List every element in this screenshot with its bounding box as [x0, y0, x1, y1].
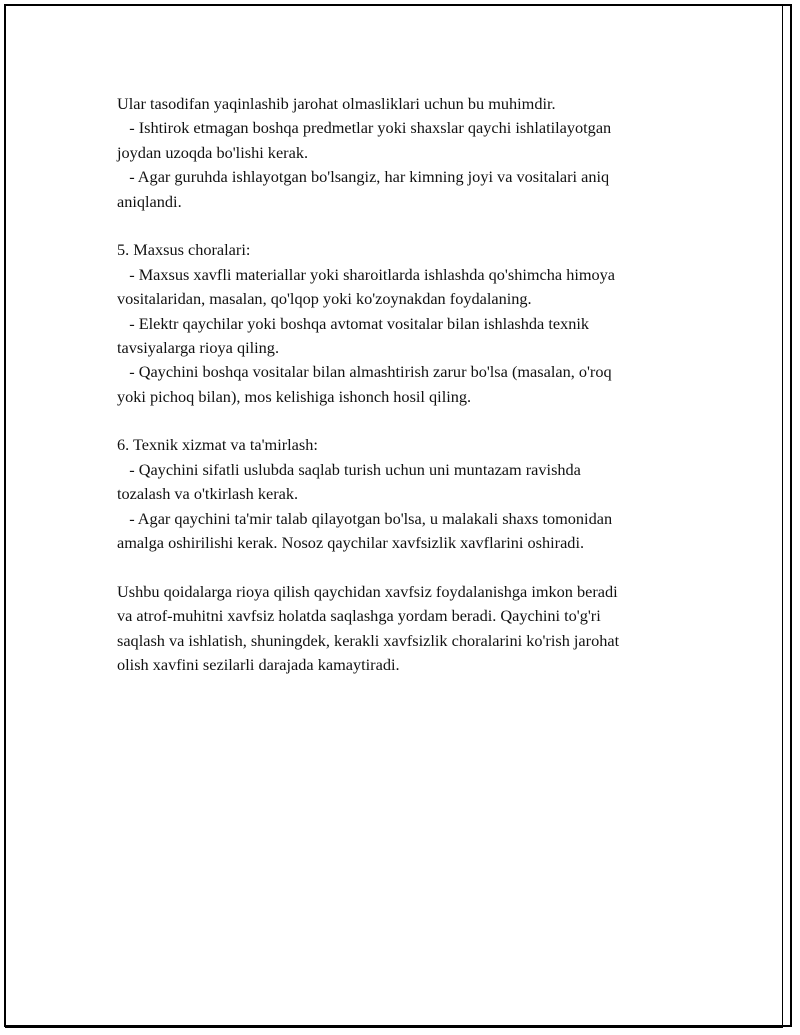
- text-line: - Elektr qaychilar yoki boshqa avtomat vositalar bilan ishlashda texnik: [117, 313, 590, 333]
- paragraph-gap: [117, 214, 697, 238]
- text-line: vositalaridan, masalan, qo'lqop yoki ko'zoynakdan foydalaning.: [117, 289, 532, 309]
- text-line: joydan uzoqda bo'lishi kerak.: [117, 142, 309, 162]
- section-heading: 6. Texnik xizmat va ta'mirlash:: [117, 435, 318, 455]
- text-line: - Agar qaychini ta'mir talab qilayotgan bo'lsa, u malakali shaxs tomonidan: [117, 508, 613, 528]
- text-line: - Qaychini sifatli uslubda saqlab turish uchun uni muntazam ravishda: [117, 459, 581, 479]
- text-line: tozalash va o'tkirlash kerak.: [117, 484, 299, 504]
- text-line: amalga oshirilishi kerak. Nosoz qaychilar xavfsizlik xavflarini oshiradi.: [117, 533, 585, 553]
- paragraph-gap: [117, 555, 697, 579]
- text-line: olish xavfini sezilarli darajada kamaytiradi.: [117, 654, 400, 674]
- text-line: - Agar guruhda ishlayotgan bo'lsangiz, har kimning joyi va vositalari aniq: [117, 167, 610, 187]
- text-line: saqlash va ishlatish, shuningdek, kerakli xavfsizlik choralarini ko'rish jarohat: [117, 630, 620, 650]
- text-line: Ular tasodifan yaqinlashib jarohat olmasliklari uchun bu muhimdir.: [117, 94, 556, 113]
- section-heading: 5. Maxsus choralari:: [117, 240, 251, 260]
- text-line: - Qaychini boshqa vositalar bilan almashtirish zarur bo'lsa (masalan, o'roq: [117, 362, 612, 382]
- paragraph-gap: [117, 409, 697, 433]
- text-line: yoki pichoq bilan), mos kelishiga ishonch hosil qiling.: [117, 386, 472, 406]
- text-line: va atrof-muhitni xavfsiz holatda saqlashga yordam beradi. Qaychini to'g'ri: [117, 606, 601, 626]
- text-line: Ushbu qoidalarga rioya qilish qaychidan xavfsiz foydalanishga imkon beradi: [117, 581, 618, 601]
- text-line: - Ishtirok etmagan boshqa predmetlar yoki shaxslar qaychi ishlatilayotgan: [117, 118, 612, 138]
- document-body: [117, 92, 697, 677]
- text-line: aniqlandi.: [117, 191, 182, 211]
- text-line: - Maxsus xavfli materiallar yoki sharoitlarda ishlashda qo'shimcha himoya: [117, 264, 616, 284]
- text-line: tavsiyalarga rioya qiling.: [117, 337, 280, 357]
